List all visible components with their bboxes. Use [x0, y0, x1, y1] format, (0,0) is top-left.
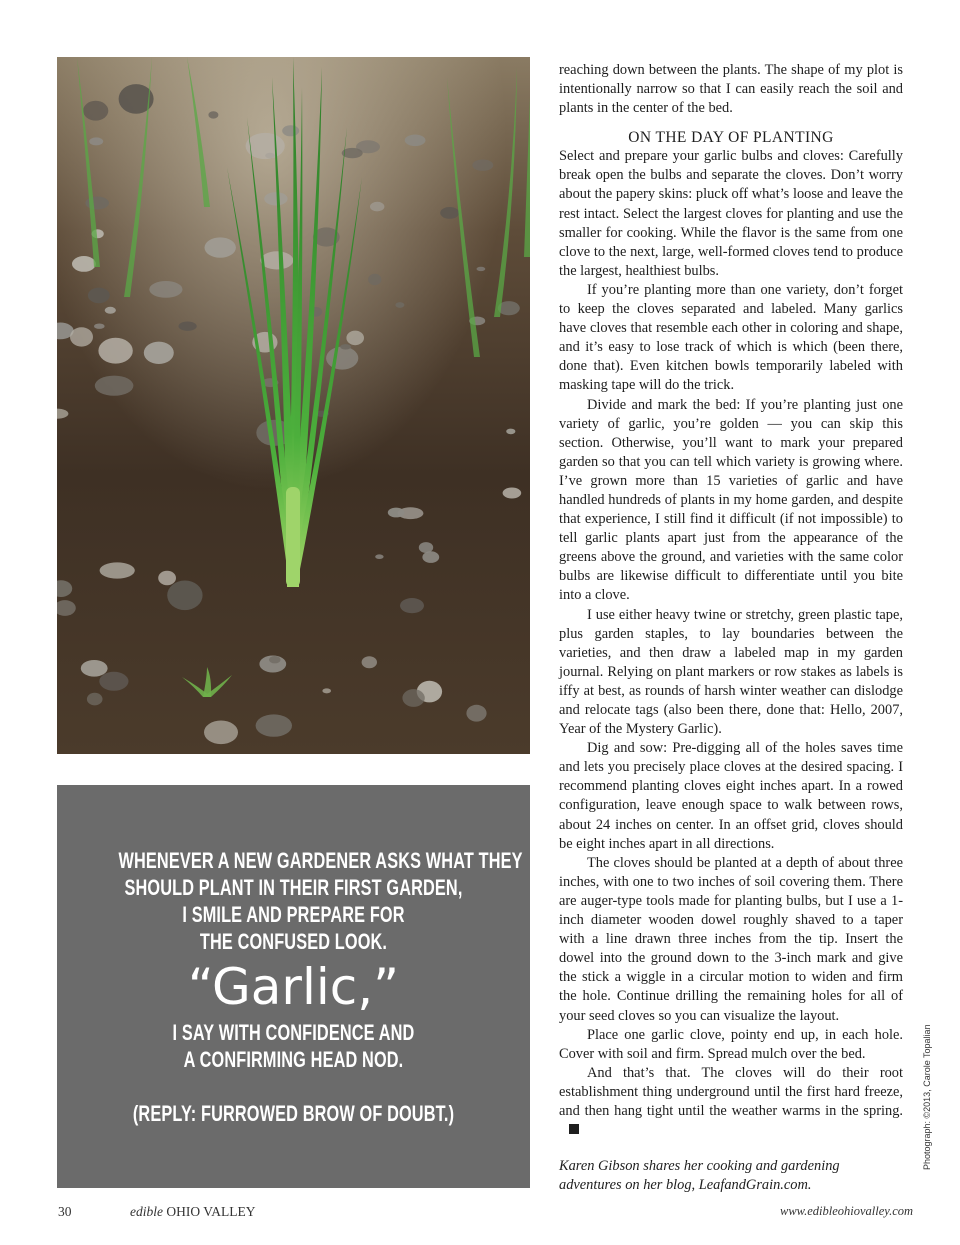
pebble — [87, 693, 103, 706]
pebble — [362, 656, 377, 668]
pebble — [95, 376, 134, 396]
photo-credit: Photograph: ©2013, Carole Topalian — [922, 1024, 932, 1170]
pebble — [370, 202, 384, 212]
magazine-title: OHIO VALLEY — [166, 1204, 256, 1219]
end-mark-icon — [569, 1124, 579, 1134]
article-paragraph: Select and prepare your garlic bulbs and cloves: Carefully break open the bulbs and separate the cloves. Don’t worry about the papery skins: pluck off what’s loose and leave the rest intact. Select the largest cloves for planting and use the smaller for cooking. While the flavor is the same from one clove to the next, large, well-formed cloves tend to produce the largest, healthiest bulbs. — [559, 148, 903, 279]
article-paragraph: I use either heavy twine or stretchy, green plastic tape, plus garden staples, to lay boundaries between the varieties, and then draw a labeled map in my garden journal. Relying on plant markers or row stakes as labels is iffy at best, as rounds of harsh winter weather can dislodge and relocate tags (also been there, done that: Hello, 2007, Year of the Mystery Garlic). — [559, 606, 903, 738]
pebble — [503, 488, 522, 499]
pebble — [402, 689, 424, 707]
pebble — [256, 714, 292, 736]
article-intro: reaching down between the plants. The shape of my plot is intentionally narrow so that I can easily reach the soil and plants in the center of the bed. — [559, 62, 903, 117]
article-paragraph: Dig and sow: Pre-digging all of the holes saves time and lets you precisely place cloves at the desired spacing. I recommend planting cloves eight inches apart. In a rowed configuration, leave enough space to walk between rows, about 24 inches on center. In an offset grid, cloves should be eight inches apart in all directions. — [559, 740, 903, 852]
pebble — [368, 274, 381, 285]
pull-quote-line: THE CONFUSED LOOK. — [199, 929, 388, 954]
garlic-stem — [286, 487, 300, 587]
pebble — [282, 125, 299, 136]
pebble — [98, 338, 132, 364]
pebble — [89, 137, 103, 145]
pebble — [100, 562, 135, 578]
article-paragraph: If you’re planting more than one variety, don’t forget to keep the cloves separated and labeled. Many garlics have cloves that resemble each other in coloring and shape, and it’s easy to lose track of which is which (been there, done that). Even kitchen bowls temporarily labeled with masking tape will do the trick. — [559, 281, 903, 394]
pull-quote-highlight: “Garlic,” — [187, 958, 400, 1016]
magazine-url[interactable]: www.edibleohiovalley.com — [780, 1204, 914, 1218]
garlic-sprouts-photo — [57, 57, 530, 754]
pull-quote-line: I SMILE AND PREPARE FOR — [182, 902, 405, 927]
pull-quote-line: WHENEVER A NEW GARDENER ASKS WHAT THEY — [118, 848, 523, 873]
pebble — [94, 324, 105, 329]
pebble — [340, 344, 351, 349]
section-heading: ON THE DAY OF PLANTING — [628, 129, 834, 147]
pebble — [400, 598, 424, 613]
page-number: 30 — [58, 1204, 72, 1219]
pebble — [204, 721, 238, 745]
pebble — [466, 705, 486, 722]
pebble — [105, 307, 116, 314]
pebble — [149, 281, 182, 298]
garlic-sprouts-image — [57, 57, 530, 754]
article-paragraph-final — [559, 1064, 903, 1140]
pebble — [472, 160, 493, 171]
article-paragraph: Place one garlic clove, pointy end up, in each hole. Cover with soil and firm. Spread mulch over the bed. — [559, 1026, 903, 1062]
article-column — [559, 61, 903, 1195]
article-paragraph: The cloves should be planted at a depth of about three inches, with one to two inches of soil covering them. There are auger-type tools made for planting bulbs, but I use a 1-inch diameter wooden dowel roughly shaved to a taper with a line drawn three inches from the tip. Insert the dowel into the ground down to the 3-inch mark and give the stick a wiggle in a circular motion to widen and firm the hole. Continue drilling the remaining holes for all of your seed cloves so you can visualize the layout. — [559, 854, 903, 1024]
pebble — [395, 302, 404, 308]
pebble — [158, 571, 176, 585]
pebble — [477, 267, 486, 271]
pebble — [205, 237, 236, 257]
pebble — [144, 342, 174, 364]
article-paragraph: Divide and mark the bed: If you’re planting just one variety of garlic, you’re golden — you can skip this section. Otherwise, you’ll want to mark your prepared garden so that you can tell which variety is growing where. I’ve grown more than 15 varieties of garlic and have handled hundreds of plants in my home garden, and despite that experience, I still find it difficult (if not impossible) to tell garlic plants apart just from the appearance of the greens above the ground, and varieties with the same color bulbs are likewise difficult to differentiate until you bite into a clove. — [559, 396, 903, 604]
pebble — [346, 331, 364, 346]
final-paragraph-text: And that’s that. The cloves will do their root establishment thing underground until the first hard freeze, and then hang tight until the weather warms in the spring. — [559, 1064, 903, 1119]
pebble — [322, 688, 331, 693]
pull-quote-intro — [57, 847, 530, 955]
pebble — [81, 660, 108, 677]
pebble — [506, 429, 515, 435]
pull-quote-closing — [57, 1100, 530, 1127]
pebble — [70, 327, 93, 346]
pull-quote-line: I SAY WITH CONFIDENCE AND — [172, 1020, 415, 1045]
pebble — [264, 192, 287, 205]
pebble — [326, 347, 358, 370]
pebble — [375, 554, 383, 559]
pull-quote-box — [57, 785, 530, 1188]
pull-quote-middle — [57, 1019, 530, 1073]
pebble — [167, 581, 202, 611]
pull-quote-line: (REPLY: FURROWED BROW OF DOUBT.) — [132, 1101, 455, 1126]
magazine-prefix: edible — [130, 1204, 163, 1219]
author-byline: Karen Gibson shares her cooking and gardening adventures on her blog, LeafandGrain.com. — [559, 1158, 840, 1194]
pebble — [422, 551, 439, 563]
pebble — [99, 672, 128, 691]
magazine-name — [130, 1204, 256, 1220]
pebble — [179, 322, 197, 331]
pebble — [419, 542, 433, 553]
pebble — [388, 508, 405, 518]
pebble — [269, 656, 280, 663]
pebble — [72, 256, 96, 272]
pebble — [208, 111, 218, 118]
pull-quote-line: SHOULD PLANT IN THEIR FIRST GARDEN, — [124, 875, 463, 900]
pebble — [83, 101, 108, 121]
pebble — [260, 251, 293, 269]
pebble — [440, 207, 459, 219]
pull-quote-line: A CONFIRMING HEAD NOD. — [183, 1047, 404, 1072]
pebble — [88, 288, 110, 304]
pebble — [405, 135, 426, 147]
